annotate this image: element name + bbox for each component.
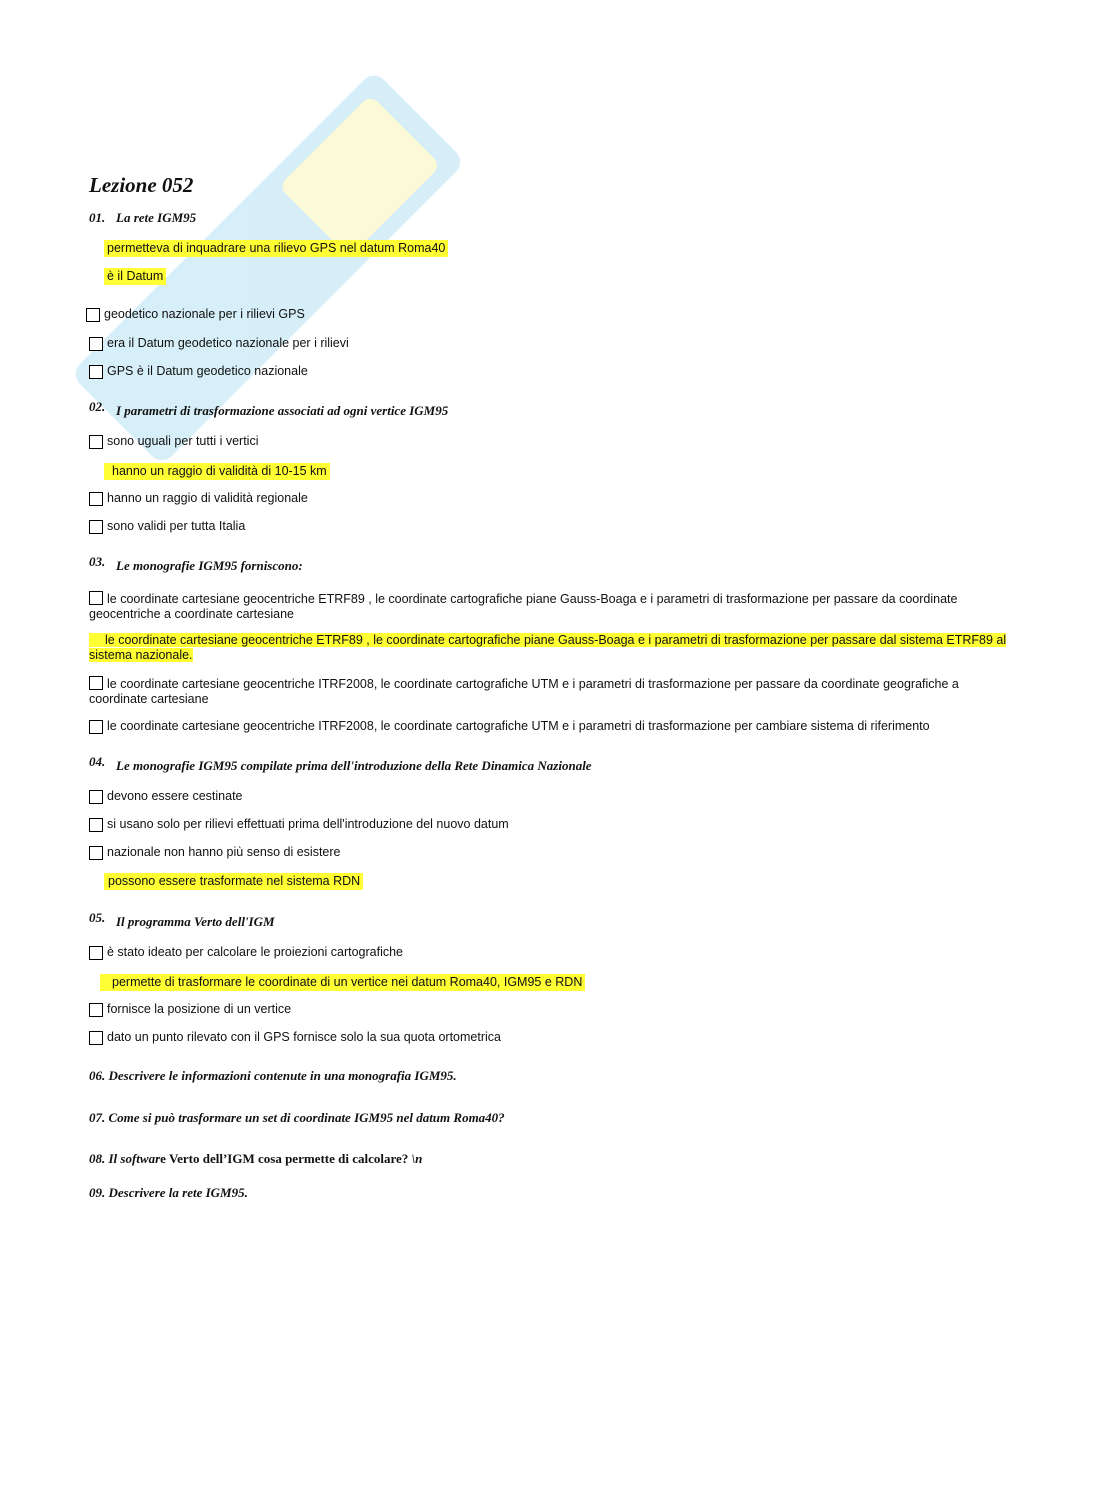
question-text-prefix: 08. Il softwar — [89, 1151, 161, 1166]
question-03 — [89, 554, 303, 574]
question-number: 04. — [89, 754, 106, 769]
question-text: Le monografie IGM95 forniscono: — [116, 558, 303, 573]
open-question-08 — [89, 1151, 422, 1167]
question-02 — [89, 399, 449, 419]
option-label: dato un punto rilevato con il GPS fornisce solo la sua quota ortometrica — [107, 1030, 501, 1044]
option-label: GPS è il Datum geodetico nazionale — [107, 364, 308, 378]
checkbox[interactable] — [89, 435, 103, 449]
answer-option[interactable] — [89, 817, 509, 832]
checkbox[interactable] — [89, 492, 103, 506]
question-text: Il programma Verto dell'IGM — [116, 914, 275, 929]
answer-option[interactable] — [89, 434, 258, 449]
answer-option-highlighted[interactable] — [89, 633, 1029, 663]
option-label: è il Datum — [104, 268, 166, 285]
answer-option-highlighted[interactable] — [104, 268, 166, 285]
checkbox[interactable] — [86, 308, 100, 322]
checkbox[interactable] — [89, 720, 103, 734]
option-label: le coordinate cartesiane geocentriche ITRF2008, le coordinate cartografiche UTM e i parametri di trasformazione per cambiare sistema di riferimento — [107, 719, 930, 733]
answer-option[interactable] — [89, 1002, 291, 1017]
answer-option[interactable] — [89, 789, 243, 804]
question-text: Le monografie IGM95 compilate prima dell'introduzione della Rete Dinamica Nazionale — [116, 758, 592, 773]
answer-option[interactable] — [89, 845, 341, 860]
option-label: le coordinate cartesiane geocentriche ITRF2008, le coordinate cartografiche UTM e i parametri di trasformazione per passare da coordinate geografiche a coordinate cartesiane — [89, 677, 959, 706]
answer-option[interactable] — [89, 364, 308, 379]
option-label: hanno un raggio di validità di 10-15 km — [104, 463, 330, 480]
option-label: è stato ideato per calcolare le proiezioni cartografiche — [107, 945, 404, 959]
checkbox[interactable] — [89, 1003, 103, 1017]
option-label: hanno un raggio di validità regionale — [107, 491, 308, 505]
option-label: geodetico nazionale per i rilievi GPS — [104, 307, 305, 321]
answer-option[interactable] — [86, 307, 305, 322]
option-label: sono validi per tutta Italia — [107, 519, 246, 533]
answer-option[interactable] — [89, 945, 403, 960]
checkbox[interactable] — [89, 676, 103, 690]
checkbox[interactable] — [89, 1031, 103, 1045]
option-label: permetteva di inquadrare una rilievo GPS nel datum Roma40 — [104, 240, 448, 257]
option-label: possono essere trasformate nel sistema RDN — [104, 873, 363, 890]
checkbox[interactable] — [89, 520, 103, 534]
answer-option[interactable] — [89, 491, 308, 506]
answer-option-highlighted[interactable] — [104, 240, 448, 257]
answer-option-highlighted[interactable] — [104, 463, 330, 480]
option-label: le coordinate cartesiane geocentriche ETRF89 , le coordinate cartografiche piane Gauss-Boaga e i parametri di trasformazione per passare dal sistema ETRF89 al sistema nazionale. — [89, 633, 1007, 662]
checkbox[interactable] — [89, 591, 103, 605]
option-label: fornisce la posizione di un vertice — [107, 1002, 292, 1016]
answer-option-highlighted[interactable] — [100, 974, 585, 991]
answer-option[interactable] — [89, 676, 959, 707]
checkbox[interactable] — [89, 946, 103, 960]
page-title: Lezione 052 — [89, 173, 194, 197]
option-label: nazionale non hanno più senso di esistere — [107, 845, 341, 859]
question-01 — [89, 210, 196, 226]
checkbox[interactable] — [89, 846, 103, 860]
checkbox[interactable] — [89, 818, 103, 832]
option-label: le coordinate cartesiane geocentriche ETRF89 , le coordinate cartografiche piane Gauss-Boaga e i parametri di trasformazione per passare da coordinate geocentriche a coordinate cartesiane — [89, 592, 958, 621]
open-question-06: 06. Descrivere le informazioni contenute in una monografia IGM95. — [89, 1068, 457, 1083]
option-label: devono essere cestinate — [107, 789, 243, 803]
question-04 — [89, 754, 592, 774]
checkbox[interactable] — [89, 790, 103, 804]
answer-option[interactable] — [89, 1030, 501, 1045]
answer-option[interactable] — [89, 719, 930, 734]
option-label: era il Datum geodetico nazionale per i rilievi — [107, 336, 349, 350]
question-05 — [89, 910, 275, 930]
option-label: permette di trasformare le coordinate di un vertice nei datum Roma40, IGM95 e RDN — [100, 974, 585, 991]
checkbox[interactable] — [89, 337, 103, 351]
open-question-09: 09. Descrivere la rete IGM95. — [89, 1185, 248, 1200]
question-number: 05. — [89, 910, 106, 925]
answer-option-highlighted[interactable] — [104, 873, 363, 890]
question-text-body: e Verto dell’IGM cosa permette di calcolare? — [160, 1151, 412, 1166]
question-text: I parametri di trasformazione associati ad ogni vertice IGM95 — [116, 403, 449, 418]
answer-option[interactable] — [89, 519, 245, 534]
question-number: 03. — [89, 554, 106, 569]
answer-option[interactable] — [89, 336, 349, 351]
answer-option[interactable] — [89, 591, 1019, 622]
question-number: 01. — [89, 210, 106, 225]
checkbox[interactable] — [89, 365, 103, 379]
option-label: si usano solo per rilievi effettuati prima dell'introduzione del nuovo datum — [107, 817, 509, 831]
open-question-07: 07. Come si può trasformare un set di coordinate IGM95 nel datum Roma40? — [89, 1110, 505, 1125]
question-number: 02. — [89, 399, 106, 414]
question-text-suffix: \n — [411, 1151, 423, 1166]
option-label: sono uguali per tutti i vertici — [107, 434, 259, 448]
question-text: La rete IGM95 — [116, 210, 197, 225]
